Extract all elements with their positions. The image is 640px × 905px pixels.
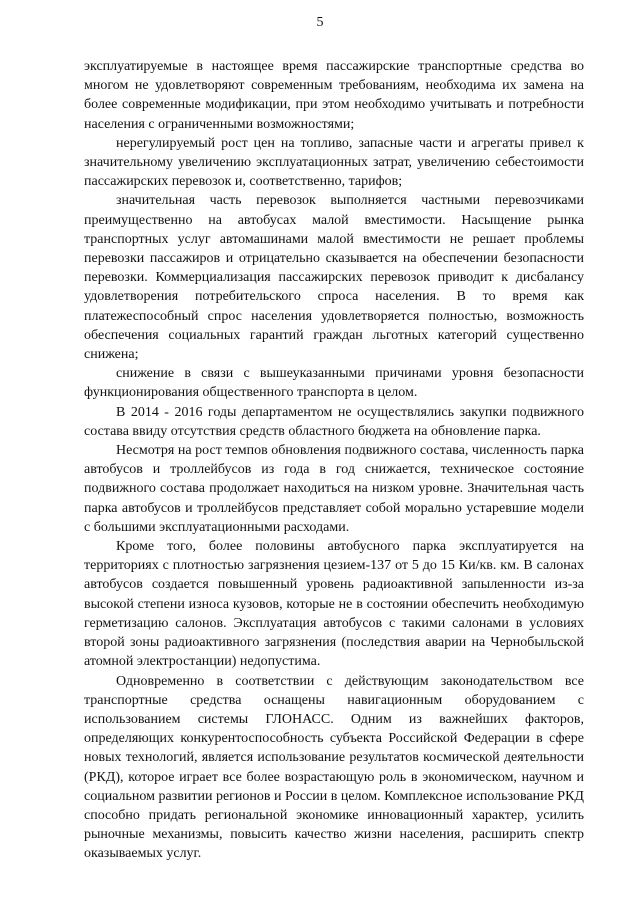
paragraph-safety-decline: снижение в связи с вышеуказанными причинами уровня безопасности функционирования общественного транспорта в целом.	[84, 366, 584, 401]
paragraph-fleet-renewal: Несмотря на рост темпов обновления подвижного состава, численность парка автобусов и троллейбусов из года в год снижается, техническое состояние подвижного состава продолжает находиться на низком уровне. Значительная часть парка автобусов и троллейбусов представляет собой морально устаревшие модели с большими эксплуатационными расходами.	[84, 443, 584, 535]
paragraph-passenger-vehicles: эксплуатируемые в настоящее время пассажирские транспортные средства во многом не удовлетворяют современным требованиям, необходима их замена на более современные модификации, при этом необходимо учитывать и потребности населения с ограниченными возможностями;	[84, 59, 584, 132]
paragraph-glonass: Одновременно в соответствии с действующим законодательством все транспортные средства оснащены навигационным оборудованием с использованием системы ГЛОНАСС. Одним из важнейших факторов, определяющих конкурентоспособность субъекта Российской Федерации в сфере новых технологий, является использование результатов космической деятельности (РКД), которое играет все более возрастающую роль в экономическом, научном и социальном развитии регионов и России в целом. Комплексное использование РКД способно придать региональной экономике инновационный характер, усилить рыночные механизмы, повысить качество жизни населения, расширить спектр оказываемых услуг.	[84, 673, 584, 862]
body-text	[84, 57, 584, 864]
paragraph-radioactive-contamination: Кроме того, более половины автобусного парка эксплуатируется на территориях с плотностью загрязнения цезием-137 от 5 до 15 Ки/кв. км. В салонах автобусов создается повышенный уровень радиоактивной запыленности из-за высокой степени износа кузовов, которые не в состоянии обеспечить необходимую герметизацию салонов. Эксплуатация автобусов с такими салонами в условиях второй зоны радиоактивного загрязнения (последствия аварии на Чернобыльской атомной электростанции) недопустима.	[84, 539, 584, 670]
paragraph-procurement-2014-2016: В 2014 - 2016 годы департаментом не осуществлялись закупки подвижного состава ввиду отсутствия средств областного бюджета на обновление парка.	[84, 404, 584, 439]
paragraph-private-carriers: значительная часть перевозок выполняется частными перевозчиками преимущественно на автобусах малой вместимости. Насыщение рынка транспортных услуг автомашинами малой вместимости не решает проблемы перевозки пассажиров и отрицательно сказывается на обеспечении безопасности перевозки. Коммерциализация пассажирских перевозок приводит к дисбалансу удовлетворения потребительского спроса населения. В то время как платежеспособный спрос населения удовлетворяется полностью, возможность обеспечения социальных гарантий граждан льготных категорий существенно снижена;	[84, 193, 584, 363]
paragraph-fuel-prices: нерегулируемый рост цен на топливо, запасные части и агрегаты привел к значительному увеличению эксплуатационных затрат, увеличению себестоимости пассажирских перевозок и, соответственно, тарифов;	[84, 135, 584, 190]
page-number: 5	[316, 15, 324, 30]
